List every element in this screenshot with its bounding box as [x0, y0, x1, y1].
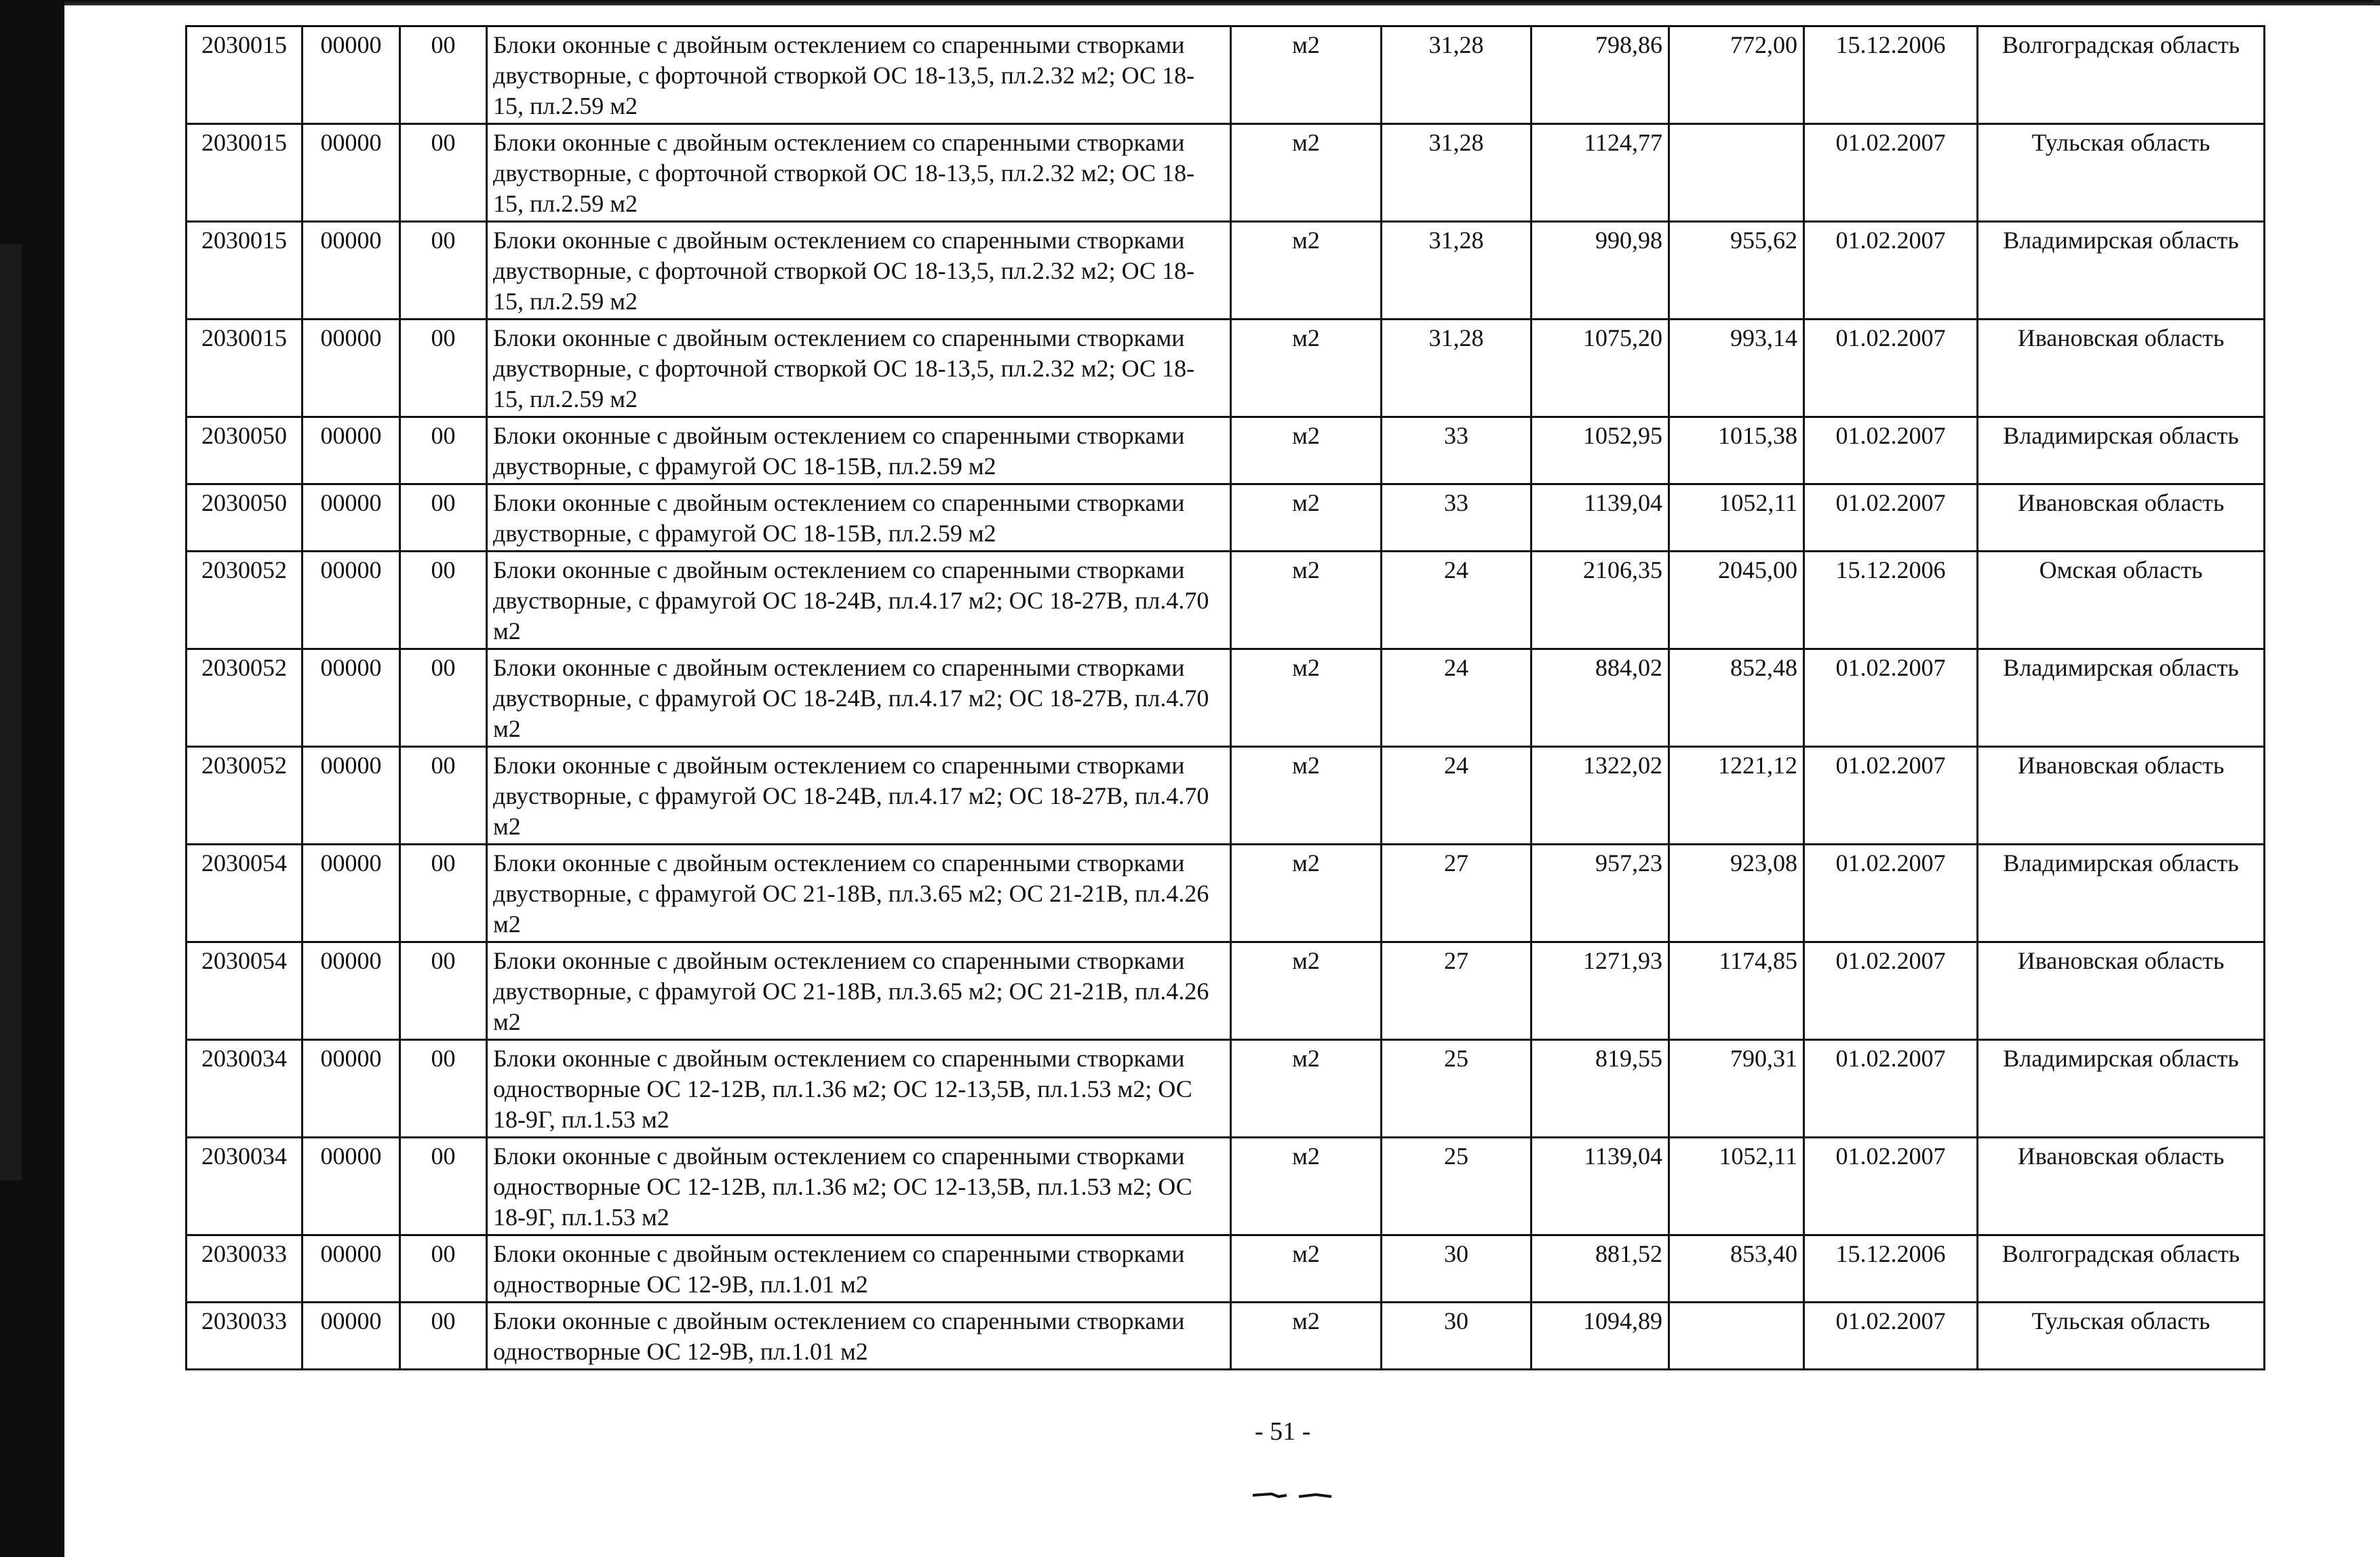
date-cell: 01.02.2007 — [1804, 484, 1978, 552]
table-row — [187, 845, 2265, 942]
price-cell: 1124,77 — [1532, 124, 1669, 222]
table-row — [187, 552, 2265, 649]
table-row — [187, 1235, 2265, 1303]
code-cell: 2030052 — [187, 552, 303, 649]
date-cell: 01.02.2007 — [1804, 1138, 1978, 1235]
subcode-cell: 00000 — [303, 649, 400, 747]
description-cell: Блоки оконные с двойным остеклением со спаренными створками одностворные ОС 12-12В, пл.1.36 м2; ОС 12-13,5В, пл.1.53 м2; ОС 18-9Г, пл.1.53 м2 — [487, 1138, 1231, 1235]
version-cell: 00 — [400, 1303, 487, 1370]
version-cell: 00 — [400, 484, 487, 552]
region-cell: Волгоградская область — [1978, 26, 2265, 124]
description-cell: Блоки оконные с двойным остеклением со спаренными створками двустворные, с фрамугой ОС 18-24В, пл.4.17 м2; ОС 18-27В, пл.4.70 м2 — [487, 747, 1231, 845]
date-cell: 01.02.2007 — [1804, 417, 1978, 484]
subcode-cell: 00000 — [303, 747, 400, 845]
code-cell: 2030050 — [187, 484, 303, 552]
version-cell: 00 — [400, 747, 487, 845]
table-row — [187, 1040, 2265, 1138]
document-page — [64, 5, 2380, 1557]
price-alt-cell: 2045,00 — [1669, 552, 1804, 649]
description-cell: Блоки оконные с двойным остеклением со спаренными створками двустворные, с форточной створкой ОС 18-13,5, пл.2.32 м2; ОС 18-15, пл.2.59 м2 — [487, 222, 1231, 320]
table-row — [187, 1138, 2265, 1235]
date-cell: 01.02.2007 — [1804, 222, 1978, 320]
scan-artifact — [1251, 1491, 1333, 1501]
date-cell: 15.12.2006 — [1804, 552, 1978, 649]
scan-top-edge — [0, 0, 2380, 5]
price-alt-cell: 1221,12 — [1669, 747, 1804, 845]
date-cell: 01.02.2007 — [1804, 124, 1978, 222]
region-cell: Омская область — [1978, 552, 2265, 649]
price-cell: 1075,20 — [1532, 320, 1669, 417]
unit-cell: м2 — [1231, 1235, 1382, 1303]
subcode-cell: 00000 — [303, 484, 400, 552]
quantity-cell: 24 — [1382, 552, 1532, 649]
price-alt-cell: 1052,11 — [1669, 1138, 1804, 1235]
price-cell: 990,98 — [1532, 222, 1669, 320]
page-number: - 51 - — [1255, 1417, 1311, 1446]
code-cell: 2030054 — [187, 942, 303, 1040]
unit-cell: м2 — [1231, 222, 1382, 320]
unit-cell: м2 — [1231, 649, 1382, 747]
quantity-cell: 24 — [1382, 649, 1532, 747]
price-cell: 1322,02 — [1532, 747, 1669, 845]
region-cell: Ивановская область — [1978, 942, 2265, 1040]
version-cell: 00 — [400, 1040, 487, 1138]
table-row — [187, 222, 2265, 320]
subcode-cell: 00000 — [303, 1138, 400, 1235]
quantity-cell: 31,28 — [1382, 26, 1532, 124]
version-cell: 00 — [400, 26, 487, 124]
subcode-cell: 00000 — [303, 417, 400, 484]
quantity-cell: 31,28 — [1382, 320, 1532, 417]
code-cell: 2030015 — [187, 222, 303, 320]
version-cell: 00 — [400, 845, 487, 942]
price-table — [185, 25, 2265, 1370]
unit-cell: м2 — [1231, 484, 1382, 552]
quantity-cell: 27 — [1382, 845, 1532, 942]
price-cell: 1052,95 — [1532, 417, 1669, 484]
unit-cell: м2 — [1231, 1303, 1382, 1370]
subcode-cell: 00000 — [303, 1040, 400, 1138]
date-cell: 01.02.2007 — [1804, 942, 1978, 1040]
subcode-cell: 00000 — [303, 26, 400, 124]
price-alt-cell: 955,62 — [1669, 222, 1804, 320]
price-cell: 819,55 — [1532, 1040, 1669, 1138]
region-cell: Владимирская область — [1978, 1040, 2265, 1138]
price-alt-cell — [1669, 124, 1804, 222]
version-cell: 00 — [400, 649, 487, 747]
table-row — [187, 484, 2265, 552]
region-cell: Владимирская область — [1978, 845, 2265, 942]
quantity-cell: 30 — [1382, 1235, 1532, 1303]
code-cell: 2030015 — [187, 124, 303, 222]
code-cell: 2030034 — [187, 1138, 303, 1235]
region-cell: Ивановская область — [1978, 1138, 2265, 1235]
price-alt-cell: 790,31 — [1669, 1040, 1804, 1138]
subcode-cell: 00000 — [303, 222, 400, 320]
quantity-cell: 27 — [1382, 942, 1532, 1040]
date-cell: 15.12.2006 — [1804, 26, 1978, 124]
code-cell: 2030033 — [187, 1235, 303, 1303]
description-cell: Блоки оконные с двойным остеклением со спаренными створками двустворные, с фрамугой ОС 18-15В, пл.2.59 м2 — [487, 484, 1231, 552]
table-row — [187, 747, 2265, 845]
region-cell: Ивановская область — [1978, 320, 2265, 417]
table-row — [187, 320, 2265, 417]
description-cell: Блоки оконные с двойным остеклением со спаренными створками одностворные ОС 12-9В, пл.1.01 м2 — [487, 1235, 1231, 1303]
quantity-cell: 25 — [1382, 1138, 1532, 1235]
region-cell: Владимирская область — [1978, 649, 2265, 747]
description-cell: Блоки оконные с двойным остеклением со спаренными створками двустворные, с форточной створкой ОС 18-13,5, пл.2.32 м2; ОС 18-15, пл.2.59 м2 — [487, 320, 1231, 417]
quantity-cell: 25 — [1382, 1040, 1532, 1138]
unit-cell: м2 — [1231, 845, 1382, 942]
price-alt-cell — [1669, 1303, 1804, 1370]
unit-cell: м2 — [1231, 124, 1382, 222]
version-cell: 00 — [400, 124, 487, 222]
subcode-cell: 00000 — [303, 552, 400, 649]
table-row — [187, 26, 2265, 124]
price-alt-cell: 1052,11 — [1669, 484, 1804, 552]
date-cell: 01.02.2007 — [1804, 320, 1978, 417]
price-cell: 798,86 — [1532, 26, 1669, 124]
code-cell: 2030050 — [187, 417, 303, 484]
table-row — [187, 649, 2265, 747]
version-cell: 00 — [400, 1235, 487, 1303]
price-alt-cell: 1174,85 — [1669, 942, 1804, 1040]
description-cell: Блоки оконные с двойным остеклением со спаренными створками двустворные, с фрамугой ОС 21-18В, пл.3.65 м2; ОС 21-21В, пл.4.26 м2 — [487, 845, 1231, 942]
unit-cell: м2 — [1231, 320, 1382, 417]
subcode-cell: 00000 — [303, 320, 400, 417]
version-cell: 00 — [400, 222, 487, 320]
region-cell: Ивановская область — [1978, 747, 2265, 845]
table-row — [187, 417, 2265, 484]
price-cell: 1271,93 — [1532, 942, 1669, 1040]
code-cell: 2030033 — [187, 1303, 303, 1370]
subcode-cell: 00000 — [303, 845, 400, 942]
date-cell: 01.02.2007 — [1804, 649, 1978, 747]
code-cell: 2030054 — [187, 845, 303, 942]
subcode-cell: 00000 — [303, 124, 400, 222]
quantity-cell: 24 — [1382, 747, 1532, 845]
code-cell: 2030015 — [187, 320, 303, 417]
quantity-cell: 30 — [1382, 1303, 1532, 1370]
unit-cell: м2 — [1231, 552, 1382, 649]
region-cell: Ивановская область — [1978, 484, 2265, 552]
table-body — [187, 26, 2265, 1370]
description-cell: Блоки оконные с двойным остеклением со спаренными створками двустворные, с фрамугой ОС 18-24В, пл.4.17 м2; ОС 18-27В, пл.4.70 м2 — [487, 552, 1231, 649]
price-cell: 1094,89 — [1532, 1303, 1669, 1370]
price-cell: 957,23 — [1532, 845, 1669, 942]
description-cell: Блоки оконные с двойным остеклением со спаренными створками двустворные, с фрамугой ОС 18-15В, пл.2.59 м2 — [487, 417, 1231, 484]
region-cell: Владимирская область — [1978, 222, 2265, 320]
region-cell: Тульская область — [1978, 1303, 2265, 1370]
price-cell: 884,02 — [1532, 649, 1669, 747]
price-cell: 2106,35 — [1532, 552, 1669, 649]
price-alt-cell: 772,00 — [1669, 26, 1804, 124]
price-cell: 881,52 — [1532, 1235, 1669, 1303]
subcode-cell: 00000 — [303, 1235, 400, 1303]
subcode-cell: 00000 — [303, 942, 400, 1040]
unit-cell: м2 — [1231, 942, 1382, 1040]
table-row — [187, 124, 2265, 222]
description-cell: Блоки оконные с двойным остеклением со спаренными створками двустворные, с форточной створкой ОС 18-13,5, пл.2.32 м2; ОС 18-15, пл.2.59 м2 — [487, 124, 1231, 222]
date-cell: 01.02.2007 — [1804, 1040, 1978, 1138]
price-alt-cell: 853,40 — [1669, 1235, 1804, 1303]
price-alt-cell: 1015,38 — [1669, 417, 1804, 484]
price-alt-cell: 852,48 — [1669, 649, 1804, 747]
code-cell: 2030052 — [187, 649, 303, 747]
quantity-cell: 31,28 — [1382, 124, 1532, 222]
price-cell: 1139,04 — [1532, 1138, 1669, 1235]
price-alt-cell: 993,14 — [1669, 320, 1804, 417]
date-cell: 01.02.2007 — [1804, 747, 1978, 845]
version-cell: 00 — [400, 942, 487, 1040]
table-row — [187, 942, 2265, 1040]
subcode-cell: 00000 — [303, 1303, 400, 1370]
price-cell: 1139,04 — [1532, 484, 1669, 552]
quantity-cell: 33 — [1382, 417, 1532, 484]
code-cell: 2030052 — [187, 747, 303, 845]
table-row — [187, 1303, 2265, 1370]
code-cell: 2030034 — [187, 1040, 303, 1138]
region-cell: Тульская область — [1978, 124, 2265, 222]
scan-left-edge — [0, 0, 64, 1557]
region-cell: Волгоградская область — [1978, 1235, 2265, 1303]
description-cell: Блоки оконные с двойным остеклением со спаренными створками двустворные, с фрамугой ОС 18-24В, пл.4.17 м2; ОС 18-27В, пл.4.70 м2 — [487, 649, 1231, 747]
unit-cell: м2 — [1231, 417, 1382, 484]
unit-cell: м2 — [1231, 1040, 1382, 1138]
unit-cell: м2 — [1231, 1138, 1382, 1235]
quantity-cell: 33 — [1382, 484, 1532, 552]
region-cell: Владимирская область — [1978, 417, 2265, 484]
unit-cell: м2 — [1231, 26, 1382, 124]
description-cell: Блоки оконные с двойным остеклением со спаренными створками двустворные, с фрамугой ОС 21-18В, пл.3.65 м2; ОС 21-21В, пл.4.26 м2 — [487, 942, 1231, 1040]
price-alt-cell: 923,08 — [1669, 845, 1804, 942]
quantity-cell: 31,28 — [1382, 222, 1532, 320]
date-cell: 15.12.2006 — [1804, 1235, 1978, 1303]
version-cell: 00 — [400, 320, 487, 417]
unit-cell: м2 — [1231, 747, 1382, 845]
date-cell: 01.02.2007 — [1804, 1303, 1978, 1370]
code-cell: 2030015 — [187, 26, 303, 124]
version-cell: 00 — [400, 417, 487, 484]
description-cell: Блоки оконные с двойным остеклением со спаренными створками одностворные ОС 12-9В, пл.1.01 м2 — [487, 1303, 1231, 1370]
version-cell: 00 — [400, 552, 487, 649]
date-cell: 01.02.2007 — [1804, 845, 1978, 942]
version-cell: 00 — [400, 1138, 487, 1235]
description-cell: Блоки оконные с двойным остеклением со спаренными створками двустворные, с форточной створкой ОС 18-13,5, пл.2.32 м2; ОС 18-15, пл.2.59 м2 — [487, 26, 1231, 124]
description-cell: Блоки оконные с двойным остеклением со спаренными створками одностворные ОС 12-12В, пл.1.36 м2; ОС 12-13,5В, пл.1.53 м2; ОС 18-9Г, пл.1.53 м2 — [487, 1040, 1231, 1138]
